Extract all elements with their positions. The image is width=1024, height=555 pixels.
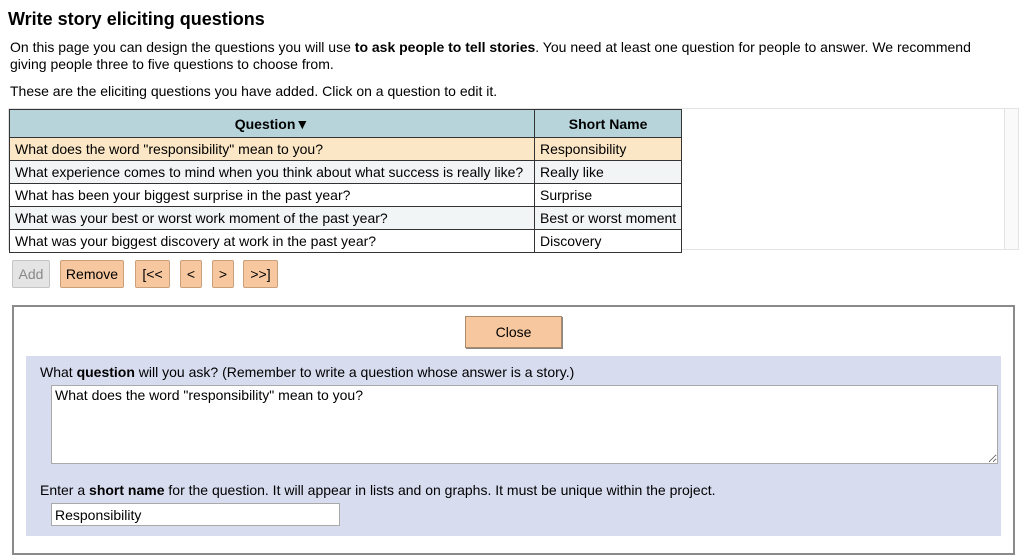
table-header-row [10, 110, 682, 138]
added-questions-note: These are the eliciting questions you have added. Click on a question to edit it. [10, 83, 498, 99]
question-field-label [40, 364, 574, 380]
short-name-label-end: for the question. It will appear in lists and on graphs. It must be unique within the project. [164, 482, 716, 498]
questions-table [9, 109, 682, 253]
intro-text [10, 39, 1000, 73]
close-button[interactable]: Close [465, 316, 562, 348]
question-label-start: What [40, 364, 77, 380]
question-cell[interactable]: What was your biggest discovery at work in the past year? [10, 230, 535, 253]
question-label-bold: question [76, 364, 135, 380]
question-cell[interactable]: What has been your biggest surprise in the past year? [10, 184, 535, 207]
question-label-end: will you ask? (Remember to write a question whose answer is a story.) [134, 364, 575, 380]
question-textarea[interactable] [51, 385, 998, 464]
first-page-button[interactable]: [<< [135, 260, 170, 288]
page-title: Write story eliciting questions [8, 9, 265, 29]
question-cell[interactable]: What does the word "responsibility" mean to you? [10, 138, 535, 161]
table-row[interactable] [10, 230, 682, 253]
table-row[interactable] [10, 138, 682, 161]
last-page-button[interactable]: >>] [243, 260, 278, 288]
intro-text-bold: to ask people to tell stories [354, 39, 536, 55]
short-name-field-label [40, 482, 715, 498]
short-name-cell[interactable]: Responsibility [535, 138, 682, 161]
column-header-question[interactable]: Question▼ [10, 110, 535, 138]
intro-text-end: . You need at least one question for people to answer. We recommend giving people three to five questions to choose from. [10, 39, 971, 72]
table-row[interactable] [10, 207, 682, 230]
short-name-label-bold: short name [89, 482, 165, 498]
column-header-short-name[interactable]: Short Name [535, 110, 682, 138]
short-name-cell[interactable]: Discovery [535, 230, 682, 253]
grid-scrollbar[interactable] [1004, 109, 1018, 249]
intro-text-start: On this page you can design the questions you will use [10, 39, 355, 55]
short-name-cell[interactable]: Surprise [535, 184, 682, 207]
question-cell[interactable]: What experience comes to mind when you think about what success is really like? [10, 161, 535, 184]
short-name-cell[interactable]: Best or worst moment [535, 207, 682, 230]
table-row[interactable] [10, 184, 682, 207]
questions-grid [8, 108, 1019, 250]
short-name-input[interactable] [51, 503, 340, 526]
remove-button[interactable]: Remove [60, 260, 124, 288]
next-page-button[interactable]: > [212, 260, 234, 288]
short-name-cell[interactable]: Really like [535, 161, 682, 184]
question-cell[interactable]: What was your best or worst work moment of the past year? [10, 207, 535, 230]
short-name-label-start: Enter a [40, 482, 90, 498]
previous-page-button[interactable]: < [180, 260, 202, 288]
add-button[interactable]: Add [12, 260, 50, 288]
table-row[interactable] [10, 161, 682, 184]
